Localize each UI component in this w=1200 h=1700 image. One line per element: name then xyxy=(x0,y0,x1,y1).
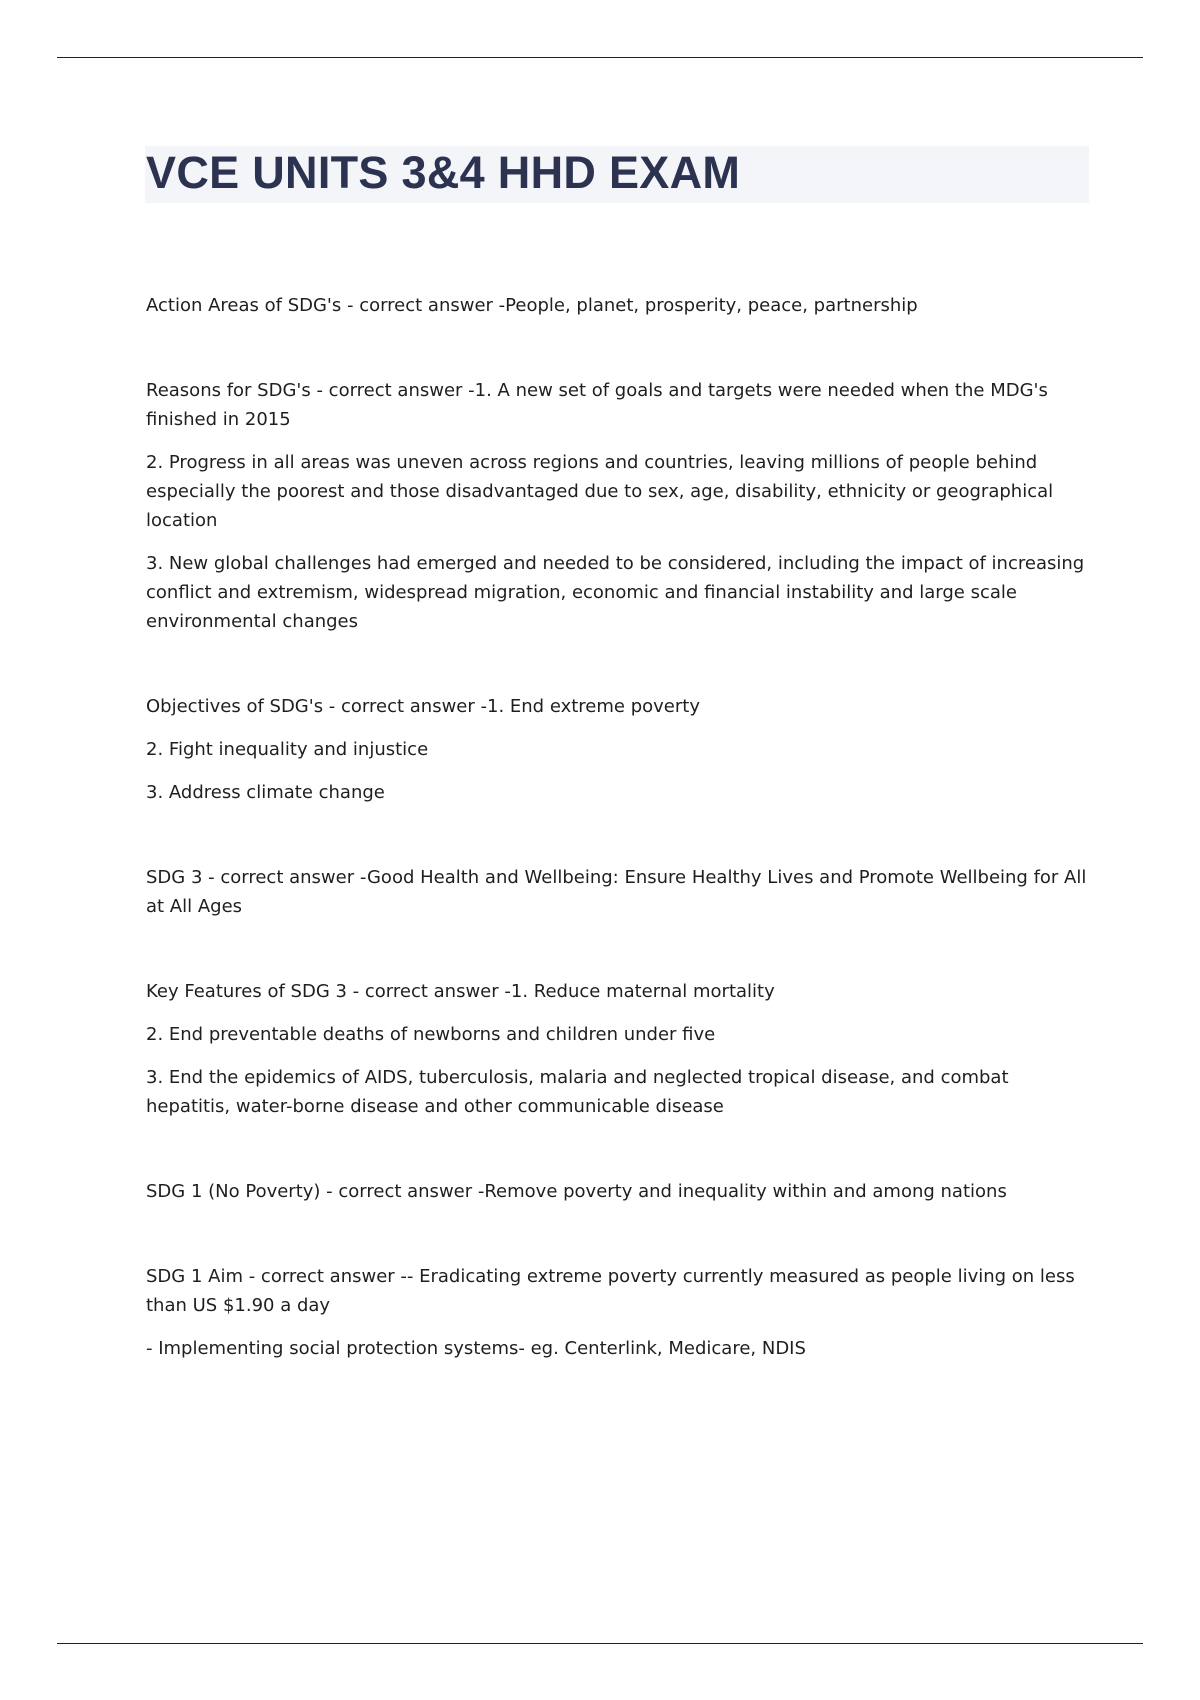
entry-paragraph: 3. Address climate change xyxy=(146,782,385,803)
qa-entry xyxy=(146,692,1091,807)
entry-paragraph: SDG 3 - correct answer -Good Health and Wellbeing: Ensure Healthy Lives and Promote Wellbeing for All at All Ages xyxy=(146,867,1087,917)
qa-entry xyxy=(146,376,1091,636)
qa-entry xyxy=(146,1262,1091,1363)
entry-paragraph: 2. Progress in all areas was uneven across regions and countries, leaving millions of people behind especially the poorest and those disadvantaged due to sex, age, disability, ethnicity or geographical location xyxy=(146,452,1054,531)
qa-entry xyxy=(146,1177,1091,1206)
entry-paragraph: 2. Fight inequality and injustice xyxy=(146,739,429,760)
entry-paragraph: 2. End preventable deaths of newborns and children under five xyxy=(146,1024,716,1045)
entry-paragraph: Action Areas of SDG's - correct answer -People, planet, prosperity, peace, partnership xyxy=(146,295,918,316)
entry-paragraph: Key Features of SDG 3 - correct answer -1. Reduce maternal mortality xyxy=(146,981,775,1002)
entry-paragraph: SDG 1 Aim - correct answer -- Eradicating extreme poverty currently measured as people living on less than US $1.90 a day xyxy=(146,1266,1075,1316)
bottom-rule xyxy=(57,1643,1143,1644)
top-rule xyxy=(57,57,1143,58)
qa-entry xyxy=(146,863,1091,921)
qa-entries xyxy=(146,291,1091,1419)
entry-paragraph: 3. New global challenges had emerged and needed to be considered, including the impact of increasing conflict and extremism, widespread migration, economic and financial instability and large scale environmental changes xyxy=(146,553,1085,632)
entry-paragraph: Reasons for SDG's - correct answer -1. A new set of goals and targets were needed when the MDG's finished in 2015 xyxy=(146,380,1048,430)
entry-paragraph: 3. End the epidemics of AIDS, tuberculosis, malaria and neglected tropical disease, and combat hepatitis, water-borne disease and other communicable disease xyxy=(146,1067,1009,1117)
entry-paragraph: Objectives of SDG's - correct answer -1. End extreme poverty xyxy=(146,696,700,717)
qa-entry xyxy=(146,291,1091,320)
entry-paragraph: SDG 1 (No Poverty) - correct answer -Remove poverty and inequality within and among nations xyxy=(146,1181,1007,1202)
qa-entry xyxy=(146,977,1091,1121)
page-title: VCE UNITS 3&4 HHD EXAM xyxy=(146,147,741,198)
entry-paragraph: - Implementing social protection systems- eg. Centerlink, Medicare, NDIS xyxy=(146,1338,806,1359)
